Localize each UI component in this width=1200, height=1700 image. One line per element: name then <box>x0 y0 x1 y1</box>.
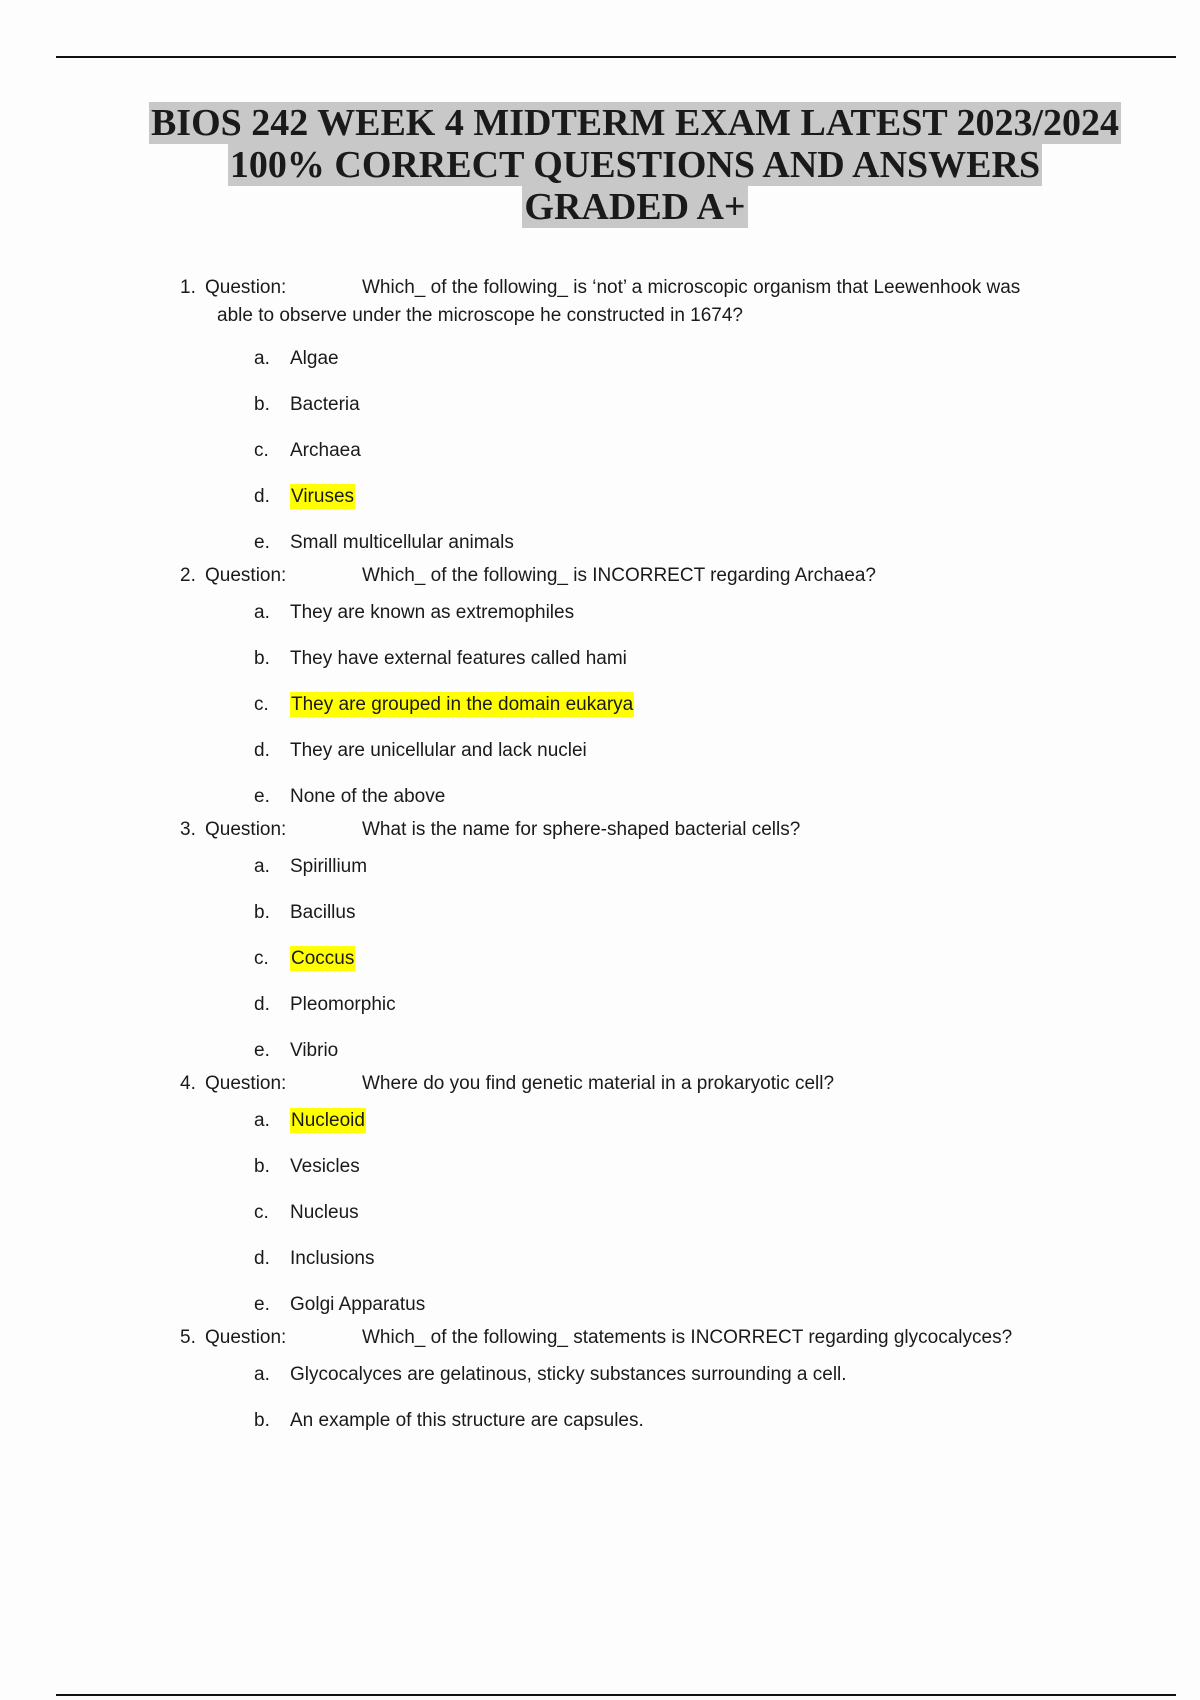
option-c-correct <box>180 682 1100 728</box>
option-b <box>180 1144 1100 1190</box>
option-letter: c. <box>254 1202 269 1223</box>
option-text: Vesicles <box>290 1156 360 1177</box>
option-letter: c. <box>254 440 269 461</box>
option-letter: d. <box>254 486 270 507</box>
option-b <box>180 1398 1100 1444</box>
option-text: Bacteria <box>290 394 360 415</box>
option-a <box>180 1352 1100 1398</box>
option-text: Pleomorphic <box>290 994 396 1015</box>
option-letter: a. <box>254 1110 270 1131</box>
question-list <box>180 274 1100 1444</box>
option-letter: e. <box>254 1040 270 1061</box>
option-text: None of the above <box>290 786 446 807</box>
question-text-continued: able to observe under the microscope he constructed in 1674? <box>217 305 743 326</box>
option-d <box>180 982 1100 1028</box>
option-a-correct <box>180 1098 1100 1144</box>
option-c <box>180 428 1100 474</box>
option-e <box>180 520 1100 566</box>
option-text: Golgi Apparatus <box>290 1294 426 1315</box>
option-text: Algae <box>290 348 339 369</box>
option-letter: e. <box>254 786 270 807</box>
option-text: Vibrio <box>290 1040 339 1061</box>
option-letter: e. <box>254 1294 270 1315</box>
question-text: Which_ of the following_ is INCORRECT regarding Archaea? <box>362 565 876 586</box>
option-b <box>180 636 1100 682</box>
question-3 <box>180 816 1100 1074</box>
option-a <box>180 844 1100 890</box>
highlighted-answer: They are grouped in the domain eukarya <box>291 694 634 715</box>
option-text: An example of this structure are capsules. <box>290 1410 644 1431</box>
option-c <box>180 1190 1100 1236</box>
question-4 <box>180 1070 1100 1328</box>
bottom-rule <box>56 1694 1176 1696</box>
question-number: 3. <box>180 819 196 840</box>
option-d <box>180 1236 1100 1282</box>
top-rule <box>56 56 1176 58</box>
question-number: 2. <box>180 565 196 586</box>
option-text: They have external features called hami <box>290 648 627 669</box>
option-letter: a. <box>254 856 270 877</box>
option-text: Inclusions <box>290 1248 375 1269</box>
question-number: 4. <box>180 1073 196 1094</box>
option-letter: c. <box>254 948 269 969</box>
options-list <box>180 844 1100 1074</box>
option-d-correct <box>180 474 1100 520</box>
option-text: They are unicellular and lack nuclei <box>290 740 587 761</box>
question-text: Which_ of the following_ is ‘not’ a microscopic organism that Leewenhook was <box>362 277 1021 298</box>
option-e <box>180 1028 1100 1074</box>
option-letter: b. <box>254 394 270 415</box>
option-d <box>180 728 1100 774</box>
question-text: Which_ of the following_ statements is INCORRECT regarding glycocalyces? <box>362 1327 1013 1348</box>
option-text: Glycocalyces are gelatinous, sticky substances surrounding a cell. <box>290 1364 847 1385</box>
question-label: Question: <box>205 1327 287 1348</box>
option-letter: d. <box>254 740 270 761</box>
document-title <box>60 102 1200 228</box>
question-number: 1. <box>180 277 196 298</box>
options-list <box>180 336 1100 566</box>
question-1 <box>180 274 1100 566</box>
option-letter: a. <box>254 602 270 623</box>
option-letter: c. <box>254 694 269 715</box>
option-e <box>180 774 1100 820</box>
option-text: Spirillium <box>290 856 368 877</box>
option-b <box>180 382 1100 428</box>
option-letter: b. <box>254 902 270 923</box>
question-label: Question: <box>205 819 287 840</box>
option-letter: b. <box>254 1410 270 1431</box>
title-line-2: 100% CORRECT QUESTIONS AND ANSWERS <box>229 144 1041 186</box>
question-label: Question: <box>205 1073 287 1094</box>
highlighted-answer: Nucleoid <box>291 1110 365 1131</box>
question-2 <box>180 562 1100 820</box>
option-text: They are known as extremophiles <box>290 602 575 623</box>
option-letter: d. <box>254 994 270 1015</box>
option-letter: b. <box>254 1156 270 1177</box>
option-a <box>180 336 1100 382</box>
highlighted-answer: Viruses <box>291 486 355 507</box>
option-text: Bacillus <box>290 902 356 923</box>
title-line-3: GRADED A+ <box>524 186 746 228</box>
question-label: Question: <box>205 277 287 298</box>
option-b <box>180 890 1100 936</box>
question-number: 5. <box>180 1327 196 1348</box>
option-e <box>180 1282 1100 1328</box>
option-letter: a. <box>254 1364 270 1385</box>
title-line-1: BIOS 242 WEEK 4 MIDTERM EXAM LATEST 2023/2024 <box>150 102 1120 144</box>
question-5 <box>180 1324 1100 1444</box>
option-text: Small multicellular animals <box>290 532 514 553</box>
option-text: Archaea <box>290 440 361 461</box>
question-text: What is the name for sphere-shaped bacterial cells? <box>362 819 801 840</box>
question-text: Where do you find genetic material in a prokaryotic cell? <box>362 1073 835 1094</box>
option-a <box>180 590 1100 636</box>
option-letter: a. <box>254 348 270 369</box>
question-label: Question: <box>205 565 287 586</box>
highlighted-answer: Coccus <box>291 948 355 969</box>
option-text: Nucleus <box>290 1202 359 1223</box>
option-letter: e. <box>254 532 270 553</box>
options-list <box>180 1098 1100 1328</box>
option-letter: b. <box>254 648 270 669</box>
options-list <box>180 590 1100 820</box>
options-list <box>180 1352 1100 1444</box>
option-letter: d. <box>254 1248 270 1269</box>
option-c-correct <box>180 936 1100 982</box>
